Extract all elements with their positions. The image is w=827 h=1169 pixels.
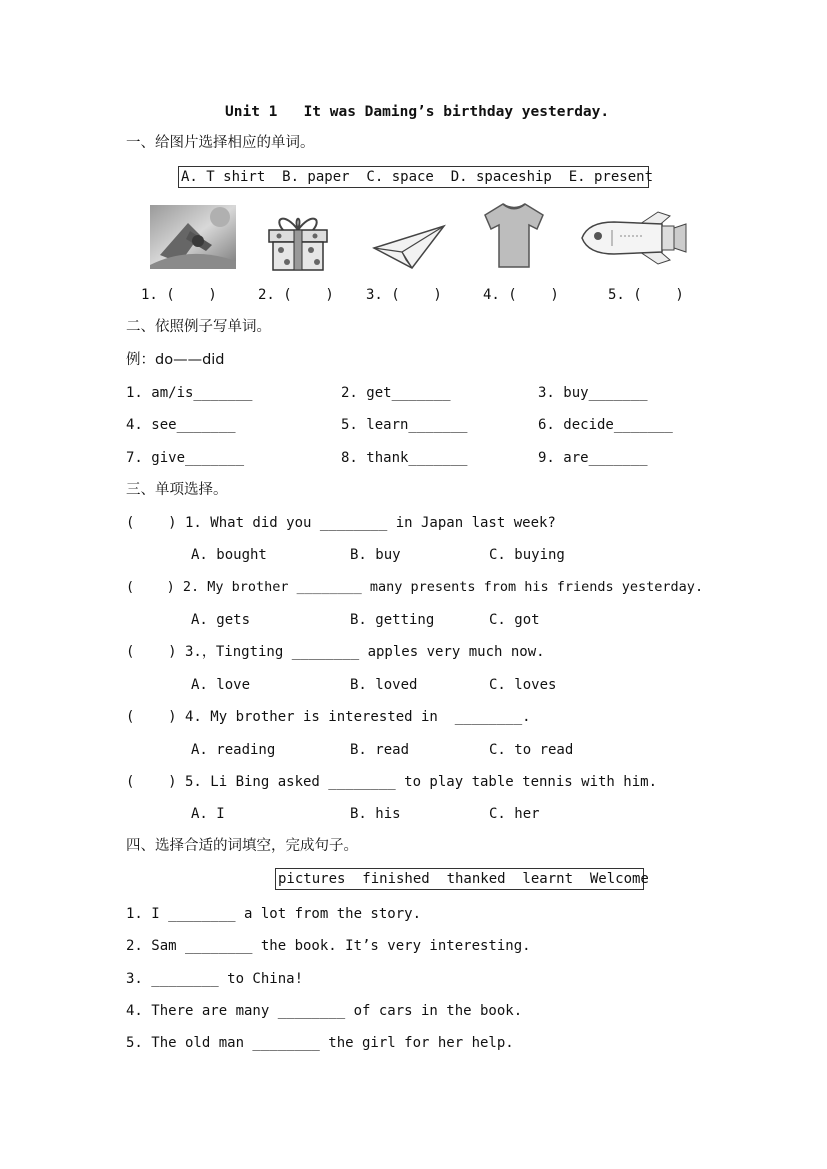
picture-answer-5[interactable]: 5. ( ) bbox=[608, 287, 684, 303]
gift-box-icon bbox=[265, 208, 331, 272]
word-item-8[interactable]: 8. thank_______ bbox=[341, 450, 468, 466]
sentence-1[interactable]: 1. I ________ a lot from the story. bbox=[126, 906, 422, 922]
word-bank-box: pictures finished thanked learnt Welcome bbox=[275, 868, 644, 890]
word-item-1[interactable]: 1. am/is_______ bbox=[126, 385, 253, 401]
sentence-2[interactable]: 2. Sam ________ the book. It’s very interesting. bbox=[126, 938, 531, 954]
section3-heading: 三、单项选择。 bbox=[126, 482, 228, 498]
sentence-4[interactable]: 4. There are many ________ of cars in the book. bbox=[126, 1003, 523, 1019]
section4-heading: 四、选择合适的词填空，完成句子。 bbox=[126, 838, 358, 854]
word-item-4[interactable]: 4. see_______ bbox=[126, 417, 236, 433]
spaceship-icon bbox=[578, 210, 688, 266]
question-1-option-a: A. bought bbox=[191, 547, 267, 563]
question-4-option-a: A. reading bbox=[191, 742, 276, 758]
question-2[interactable]: ( ) 2. My brother ________ many presents from his friends yesterday. bbox=[126, 579, 704, 595]
sentence-5[interactable]: 5. The old man ________ the girl for her help. bbox=[126, 1035, 514, 1051]
question-1-option-b: B. buy bbox=[350, 547, 401, 563]
picture-answer-4[interactable]: 4. ( ) bbox=[483, 287, 559, 303]
question-3-option-b: B. loved bbox=[350, 677, 418, 693]
question-5[interactable]: ( ) 5. Li Bing asked ________ to play table tennis with him. bbox=[126, 774, 658, 790]
section2-example: 例：do——did bbox=[126, 352, 225, 368]
question-2-option-c: C. got bbox=[489, 612, 540, 628]
question-1[interactable]: ( ) 1. What did you ________ in Japan last week? bbox=[126, 515, 556, 531]
picture-answer-1[interactable]: 1. ( ) bbox=[141, 287, 217, 303]
question-5-option-b: B. his bbox=[350, 806, 401, 822]
question-3-option-c: C. loves bbox=[489, 677, 557, 693]
question-3-option-a: A. love bbox=[191, 677, 251, 693]
question-2-option-b: B. getting bbox=[350, 612, 435, 628]
word-item-6[interactable]: 6. decide_______ bbox=[538, 417, 673, 433]
question-5-option-c: C. her bbox=[489, 806, 540, 822]
word-item-5[interactable]: 5. learn_______ bbox=[341, 417, 468, 433]
word-item-2[interactable]: 2. get_______ bbox=[341, 385, 451, 401]
word-options-box: A. T shirt B. paper C. space D. spaceship E. present bbox=[178, 166, 649, 188]
t-shirt-icon bbox=[483, 201, 545, 269]
word-item-7[interactable]: 7. give_______ bbox=[126, 450, 245, 466]
space-photo-icon bbox=[150, 205, 236, 269]
sentence-3[interactable]: 3. ________ to China! bbox=[126, 971, 304, 987]
section1-heading: 一、给图片选择相应的单词。 bbox=[126, 135, 315, 151]
question-2-option-a: A. gets bbox=[191, 612, 251, 628]
picture-answer-3[interactable]: 3. ( ) bbox=[366, 287, 442, 303]
question-4-option-c: C. to read bbox=[489, 742, 574, 758]
question-4[interactable]: ( ) 4. My brother is interested in ________. bbox=[126, 709, 531, 725]
picture-answer-2[interactable]: 2. ( ) bbox=[258, 287, 334, 303]
question-5-option-a: A. I bbox=[191, 806, 225, 822]
question-3[interactable]: ( ) 3.，Tingting ________ apples very much now. bbox=[126, 644, 545, 660]
question-1-option-c: C. buying bbox=[489, 547, 565, 563]
section2-heading: 二、依照例子写单词。 bbox=[126, 319, 271, 335]
paper-plane-icon bbox=[372, 224, 446, 272]
question-4-option-b: B. read bbox=[350, 742, 410, 758]
word-item-9[interactable]: 9. are_______ bbox=[538, 450, 648, 466]
page-title: Unit 1 It was Daming’s birthday yesterday. bbox=[225, 104, 610, 120]
word-item-3[interactable]: 3. buy_______ bbox=[538, 385, 648, 401]
